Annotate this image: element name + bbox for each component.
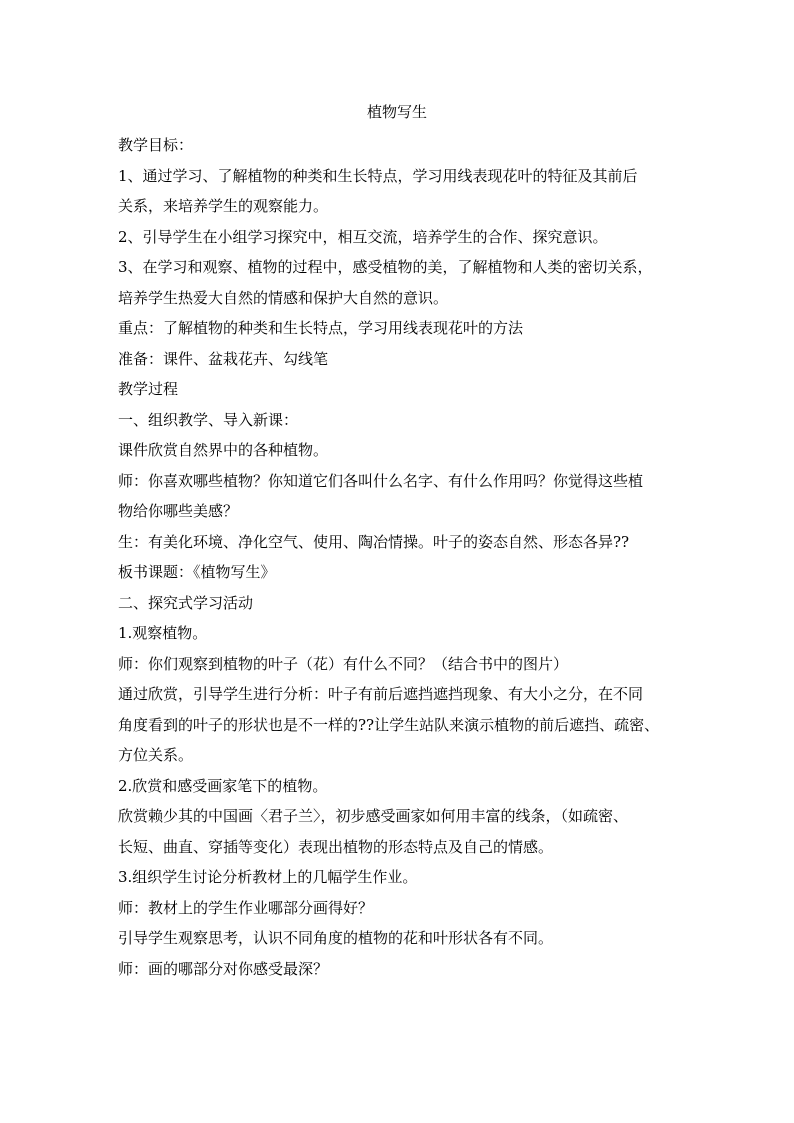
text-line: 课件欣赏自然界中的各种植物。 <box>118 441 329 459</box>
text-line: 教学过程 <box>118 380 179 398</box>
text-line: 二、探究式学习活动 <box>118 593 254 612</box>
document-title: 植物写生 <box>366 103 427 121</box>
text-line: 方位关系。 <box>118 746 194 764</box>
text-line: 重点：了解植物的种类和生长特点，学习用线表现花叶的方法 <box>118 319 524 337</box>
text-line: 引导学生观察思考，认识不同角度的植物的花和叶形状各有不同。 <box>118 929 554 947</box>
text-line: 3.组织学生讨论分析教材上的几幅学生作业。 <box>118 868 418 886</box>
text-line: 培养学生热爱大自然的情感和保护大自然的意识。 <box>118 288 449 307</box>
text-line: 板书课题：《植物写生》 <box>118 563 276 581</box>
text-line: 教学目标： <box>118 136 194 154</box>
text-line: 准备：课件、盆栽花卉、勾线笔 <box>118 349 329 368</box>
text-line: 2.欣赏和感受画家笔下的植物。 <box>118 776 328 795</box>
text-line: 2、引导学生在小组学习探究中，相互交流，培养学生的合作、探究意识。 <box>118 227 608 246</box>
text-line: 1.观察植物。 <box>118 624 208 642</box>
text-line: 师：画的哪部分对你感受最深？ <box>118 959 329 978</box>
text-line: 1、通过学习、了解植物的种类和生长特点，学习用线表现花叶的特征及其前后 <box>118 166 638 185</box>
text-line: 物给你哪些美感？ <box>118 502 239 520</box>
text-line: 师：你喜欢哪些植物？你知道它们各叫什么名字、有什么作用吗？你觉得这些植 <box>118 471 644 490</box>
text-line: 生：有美化环境、净化空气、使用、陶冶情操。叶子的姿态自然、形态各异?? <box>118 532 630 551</box>
document-body <box>118 130 690 984</box>
text-line: 3、在学习和观察、植物的过程中，感受植物的美，了解植物和人类的密切关系， <box>118 258 653 276</box>
text-line: 欣赏赖少其的中国画〈君子兰〉，初步感受画家如何用丰富的线条，（如疏密、 <box>118 807 629 825</box>
text-line: 一、组织教学、导入新课： <box>118 410 299 429</box>
text-line: 通过欣赏，引导学生进行分析：叶子有前后遮挡遮挡现象、有大小之分，在不同 <box>118 685 644 703</box>
text-line: 师：你们观察到植物的叶子（花）有什么不同？（结合书中的图片） <box>118 654 569 673</box>
text-line: 关系，来培养学生的观察能力。 <box>118 197 329 215</box>
text-line: 长短、曲直、穿插等变化）表现出植物的形态特点及自己的情感。 <box>118 837 554 856</box>
text-line: 角度看到的叶子的形状也是不一样的??让学生站队来演示植物的前后遮挡、疏密、 <box>118 715 660 734</box>
text-line: 师：教材上的学生作业哪部分画得好？ <box>118 898 374 917</box>
